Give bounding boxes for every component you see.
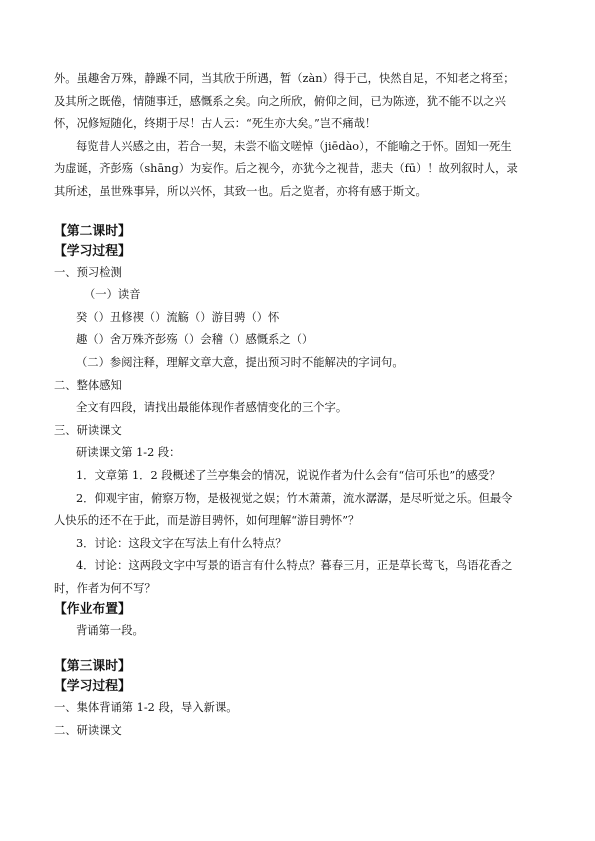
section-heading: 三、研读课文 bbox=[54, 423, 122, 437]
section-heading: 一、预习检测 bbox=[54, 265, 122, 279]
question: 1．文章第 1．2 段概述了兰亭集会的情况，说说作者为什么会有“信可乐也”的感受？ bbox=[76, 468, 501, 482]
passage-line: 为虚诞，齐彭殇（shāng）为妄作。后之视今，亦犹今之视昔，悲夫（fū）！故列叙时人，录 bbox=[54, 162, 518, 176]
lesson2-process-title: 【学习过程】 bbox=[54, 243, 131, 259]
passage-line: 其所述，虽世殊事异，所以兴怀，其致一也。后之览者，亦将有感于斯文。 bbox=[54, 184, 427, 198]
lesson3-title: 【第三课时】 bbox=[54, 659, 131, 675]
passage-line: 外。虽趣舍万殊，静躁不同，当其欣于所遇，暂（zàn）得于己，快然自足，不知老之将至； bbox=[54, 72, 515, 85]
question: 4．讨论：这两段文字中写景的语言有什么特点？暮春三月，正是草长莺飞，鸟语花香之 bbox=[76, 559, 513, 573]
question-continued: 时，作者为何不写？ bbox=[54, 581, 156, 595]
question: 2．仰观宇宙，俯察万物，是极视觉之娱；竹木萧萧，流水潺潺，是尽听觉之乐。但最令 bbox=[76, 491, 513, 505]
homework-text: 背诵第一段。 bbox=[76, 624, 144, 638]
question: 3．讨论：这段文字在写法上有什么特点？ bbox=[76, 536, 287, 550]
subsection-heading: （一）读音 bbox=[84, 288, 141, 302]
subsection-heading: （二）参阅注释，理解文章大意，提出预习时不能解决的字词句。 bbox=[76, 355, 404, 369]
homework-title: 【作业布置】 bbox=[54, 602, 131, 618]
section-heading: 二、整体感知 bbox=[54, 378, 122, 392]
section-text: 全文有四段，请找出最能体现作者感情变化的三个字。 bbox=[76, 401, 348, 415]
document-content bbox=[54, 68, 554, 742]
reading-item: 癸（）丑修禊（）流觞（）游目骋（）怀 bbox=[76, 310, 280, 324]
section-heading: 一、集体背诵第 1-2 段，导入新课。 bbox=[54, 701, 238, 715]
passage-line: 每览昔人兴感之由，若合一契，未尝不临文嗟悼（jiēdào），不能喻之于怀。固知一死生 bbox=[76, 139, 512, 153]
question-continued: 人快乐的还不在于此，而是游目骋怀，如何理解“游目骋怀”？ bbox=[54, 514, 360, 528]
passage-line: 及其所之既倦，情随事迁，感慨系之矣。向之所欣，俯仰之间，已为陈迹，犹不能不以之兴 bbox=[54, 94, 506, 108]
reading-item: 趣（）舍万殊齐彭殇（）会稽（）感慨系之（） bbox=[76, 333, 314, 347]
lesson2-title: 【第二课时】 bbox=[54, 223, 131, 239]
section-heading: 二、研读课文 bbox=[54, 723, 122, 737]
section-text: 研读课文第 1-2 段： bbox=[76, 446, 181, 460]
lesson3-process-title: 【学习过程】 bbox=[54, 679, 131, 695]
passage-line: 怀，况修短随化，终期于尽！古人云：“死生亦大矣。”岂不痛哉！ bbox=[54, 117, 377, 131]
